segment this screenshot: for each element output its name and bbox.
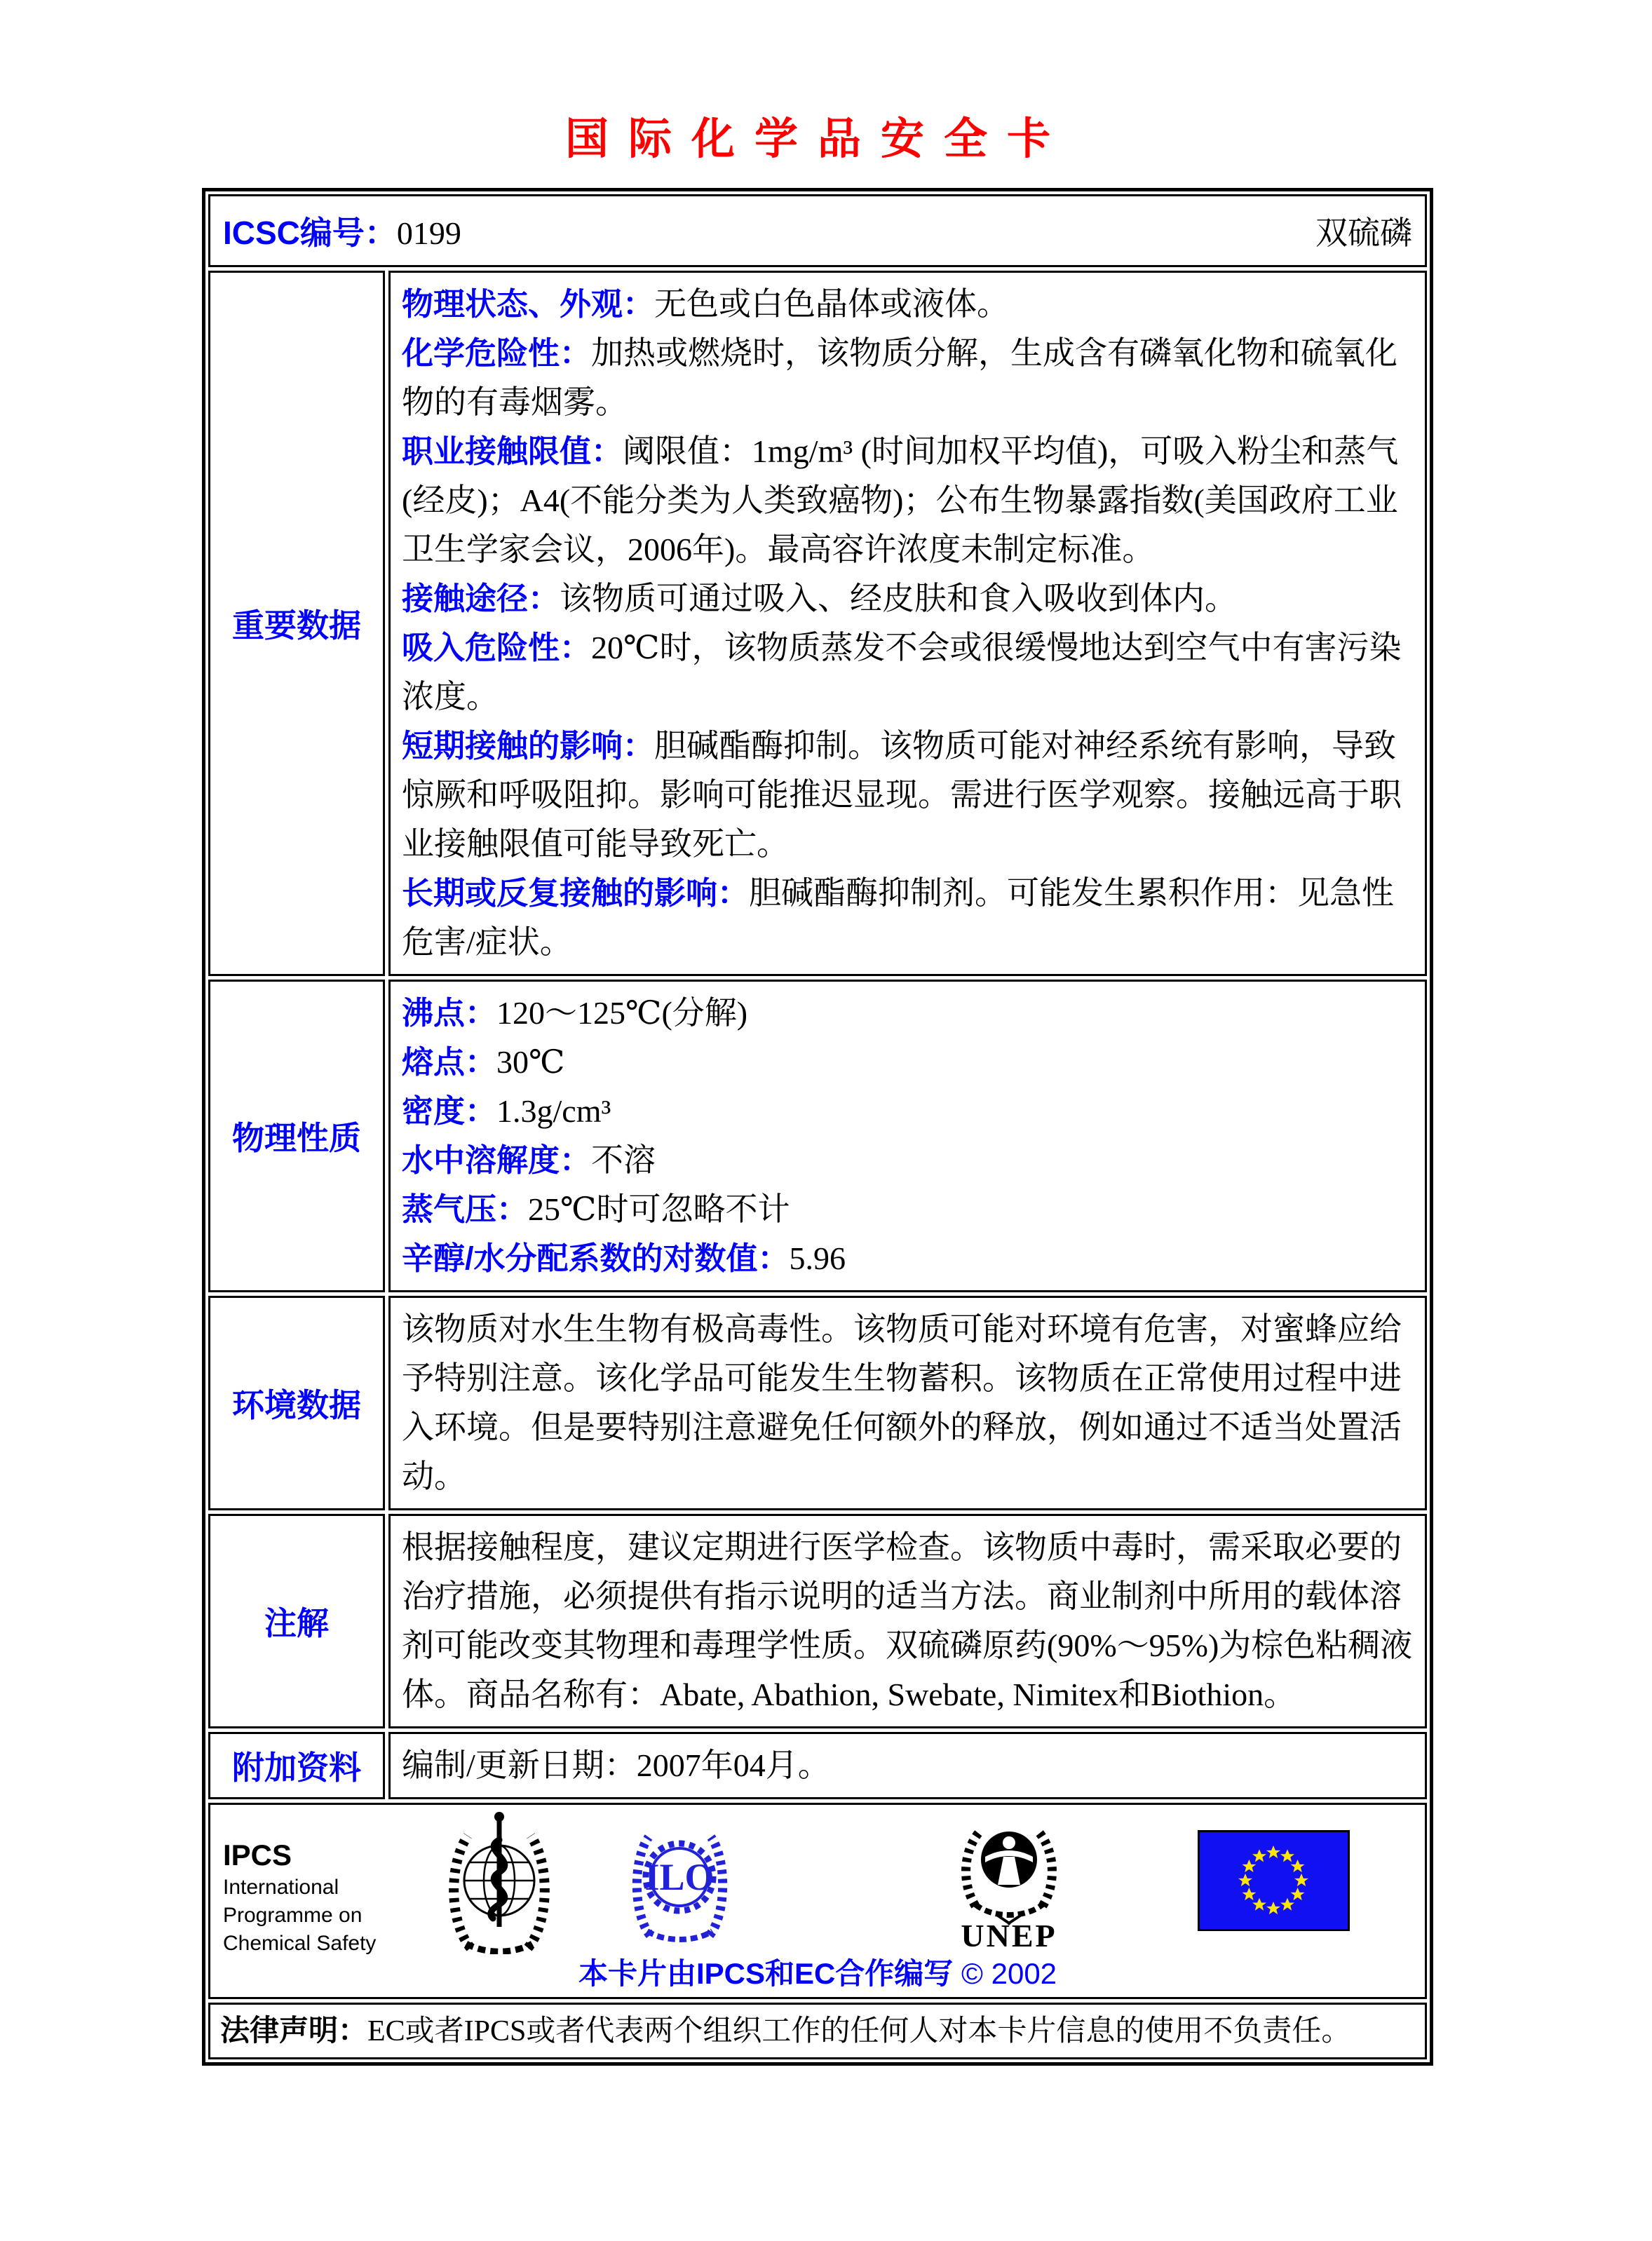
data-line	[402, 623, 1414, 722]
item-text: 5.96	[789, 1240, 846, 1276]
chemical-name: 双硫磷	[1315, 215, 1412, 251]
item-text: 120～125℃(分解)	[496, 995, 748, 1031]
data-line	[402, 989, 1414, 1038]
icsc-number-value: 0199	[396, 215, 461, 251]
legal-text: EC或者IPCS或者代表两个组织工作的任何人对本卡片信息的使用不负责任。	[367, 2015, 1351, 2047]
item-label: 接触途径：	[402, 581, 560, 616]
caption-text: 本卡片由IPCS和EC合作编写	[578, 1957, 954, 1990]
icsc-number-label: ICSC编号：	[223, 215, 397, 251]
item-text: 胆碱酯酶抑制剂。可能发生累积作用：见急性危害/症状。	[402, 875, 1395, 960]
ipcs-block	[223, 1837, 376, 1958]
ipcs-line: International	[223, 1876, 339, 1899]
item-label: 职业接触限值：	[402, 433, 623, 469]
item-label: 化学危险性：	[402, 335, 592, 371]
ipcs-acronym: IPCS	[223, 1839, 292, 1871]
data-line	[402, 722, 1414, 869]
unep-logo-text: UNEP	[961, 1918, 1057, 1950]
environment-data-content: 该物质对水生生物有极高毒性。该物质可能对环境有危害，对蜜蜂应给予特别注意。该化学品可能发生生物蓄积。该物质在正常使用过程中进入环境。但是要特别注意避免任何额外的释放，例如通过不适当处置活动。	[388, 1296, 1427, 1510]
important-data-content	[388, 271, 1427, 976]
data-line	[402, 280, 1414, 329]
item-label: 长期或反复接触的影响：	[402, 875, 750, 911]
section-notes	[208, 1514, 1427, 1728]
item-label: 密度：	[402, 1093, 497, 1129]
item-text: 胆碱酯酶抑制。该物质可能对神经系统有影响，导致惊厥和呼吸阻抑。影响可能推迟显现。需进行医学观察。接触远高于职业接触限值可能导致死亡。	[402, 728, 1402, 862]
unep-logo-icon	[952, 1813, 1067, 1950]
header-row	[208, 194, 1427, 267]
data-line	[402, 574, 1414, 623]
additional-info-content: 编制/更新日期：2007年04月。	[388, 1732, 1427, 1799]
item-label: 短期接触的影响：	[402, 728, 655, 764]
item-label: 沸点：	[402, 995, 497, 1031]
notes-content: 根据接触程度，建议定期进行医学检查。该物质中毒时，需采取必要的治疗措施，必须提供有指示说明的适当方法。商业制剂中所用的载体溶剂可能改变其物理和毒理学性质。双硫磷原药(90%～95%)为棕色粘稠液体。商品名称有：Abate, Abathion, Swebate, Nimitex和Biothion。	[388, 1514, 1427, 1728]
section-label-important: 重要数据	[208, 271, 385, 976]
section-additional-info	[208, 1732, 1427, 1799]
item-text: 1.3g/cm³	[496, 1093, 611, 1129]
section-label-environment: 环境数据	[208, 1296, 385, 1510]
item-text: 20℃时，该物质蒸发不会或很缓慢地达到空气中有害污染浓度。	[402, 630, 1402, 715]
data-line	[402, 1038, 1414, 1087]
physical-properties-content	[388, 980, 1427, 1292]
section-label-notes: 注解	[208, 1514, 385, 1728]
header-cell	[208, 194, 1427, 267]
eu-flag-icon	[1198, 1830, 1350, 1931]
item-label: 熔点：	[402, 1044, 497, 1080]
item-label: 辛醇/水分配系数的对数值：	[402, 1240, 790, 1276]
item-text: 无色或白色晶体或液体。	[654, 286, 1010, 322]
logos-cell	[208, 1803, 1427, 1999]
item-text: 25℃时可忽略不计	[528, 1191, 790, 1227]
section-label-additional: 附加资料	[208, 1732, 385, 1799]
logos-row	[208, 1803, 1427, 1999]
footer-caption	[210, 1951, 1425, 1993]
data-line	[402, 869, 1414, 967]
item-text: 30℃	[496, 1044, 565, 1080]
item-text: 该物质可通过吸入、经皮肤和食入吸收到体内。	[560, 581, 1238, 616]
section-important-data	[208, 271, 1427, 976]
ipcs-line: Chemical Safety	[223, 1932, 377, 1955]
ilo-logo-text: ILO	[644, 1856, 715, 1898]
data-line	[402, 1234, 1414, 1283]
data-line	[402, 1136, 1414, 1185]
item-text: 加热或燃烧时，该物质分解，生成含有磷氧化物和硫氧化物的有毒烟雾。	[402, 335, 1398, 420]
item-label: 蒸气压：	[402, 1191, 529, 1227]
icsc-card	[202, 188, 1433, 2066]
data-line	[402, 1185, 1414, 1234]
legal-row	[208, 2003, 1427, 2059]
section-label-physical: 物理性质	[208, 980, 385, 1292]
page-title: 国际化学品安全卡	[564, 116, 1070, 163]
item-label: 物理状态、外观：	[402, 286, 655, 322]
item-label: 水中溶解度：	[402, 1142, 592, 1178]
item-label: 吸入危险性：	[402, 630, 592, 665]
ilo-logo-icon	[629, 1817, 731, 1944]
copyright-text: © 2002	[961, 1957, 1057, 1990]
legal-cell	[208, 2003, 1427, 2059]
section-environment-data	[208, 1296, 1427, 1510]
item-text: 阈限值：1mg/m³ (时间加权平均值)，可吸入粉尘和蒸气(经皮)；A4(不能分类为人类致癌物)；公布生物暴露指数(美国政府工业卫生学家会议，2006年)。最高容许浓度未制定标准。	[402, 433, 1399, 567]
ipcs-line: Programme on	[223, 1904, 363, 1927]
item-text: 不溶	[591, 1142, 656, 1178]
data-line	[402, 329, 1414, 427]
icsc-number	[223, 208, 461, 254]
data-line	[402, 427, 1414, 574]
legal-label: 法律声明：	[220, 2014, 368, 2047]
data-line	[402, 1087, 1414, 1136]
who-logo-icon	[447, 1810, 552, 1954]
section-physical-properties	[208, 980, 1427, 1292]
